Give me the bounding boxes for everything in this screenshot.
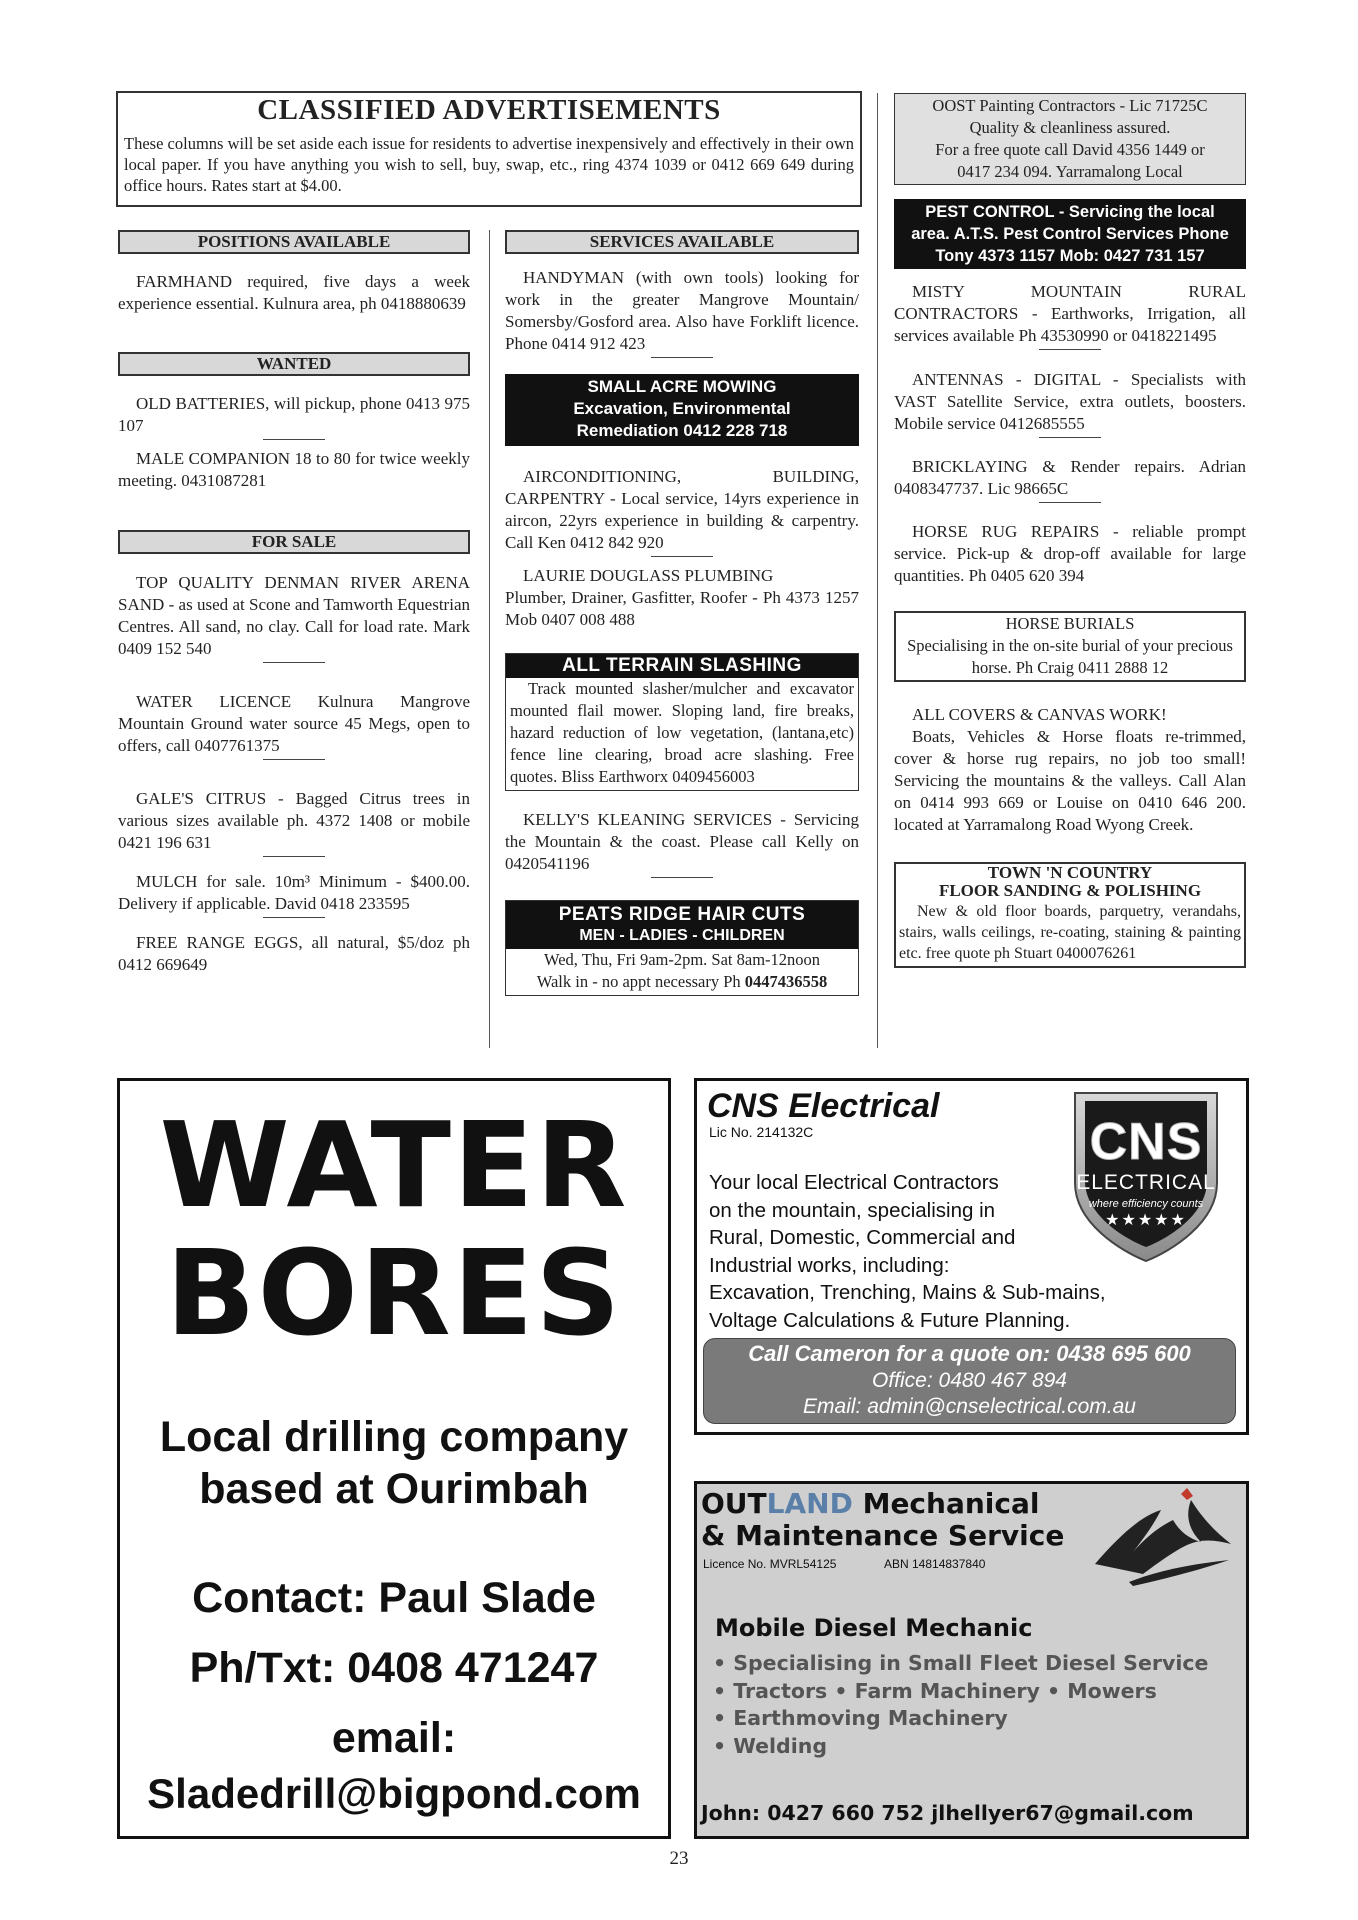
cns-body-line-4: Industrial works, including: bbox=[709, 1253, 950, 1277]
ad-horse-rug: HORSE RUG REPAIRS - reliable prompt service. Pick-up & drop-off available for large quantities. Ph 0405 620 394 bbox=[894, 522, 1246, 585]
cns-body-line-6: Voltage Calculations & Future Planning. bbox=[709, 1308, 1071, 1332]
ad-small-acre-mowing bbox=[505, 374, 859, 446]
page-title: CLASSIFIED ADVERTISEMENTS bbox=[257, 94, 721, 126]
separator bbox=[651, 357, 713, 358]
cns-office: Office: 0480 467 894 bbox=[872, 1369, 1067, 1392]
water-bores-contact: Contact: Paul Slade bbox=[192, 1574, 596, 1622]
haircuts-hours: Wed, Thu, Fri 9am-2pm. Sat 8am-12noon bbox=[543, 950, 821, 969]
floor-title-2: FLOOR SANDING & POLISHING bbox=[938, 881, 1202, 900]
classified-header-box bbox=[116, 91, 862, 207]
cns-logo-tagline: where efficiency counts bbox=[1088, 1198, 1204, 1210]
cns-logo-stars: ★★★★★ bbox=[1105, 1212, 1187, 1229]
column-1 bbox=[118, 230, 470, 976]
pest-line-3: Tony 4373 1157 Mob: 0427 731 157 bbox=[935, 247, 1205, 265]
forsale-heading: FOR SALE bbox=[118, 530, 470, 554]
cns-contact-panel bbox=[703, 1338, 1236, 1424]
ad-citrus: GALE'S CITRUS - Bagged Citrus trees in various sizes available ph. 4372 1408 or mobile 0421 196 631 bbox=[118, 789, 470, 852]
mowing-line-2: Excavation, Environmental bbox=[573, 399, 791, 418]
water-bores-email-label: email: bbox=[331, 1714, 457, 1762]
cns-logo-sub: ELECTRICAL bbox=[1076, 1171, 1216, 1194]
ad-misty-mountain: MISTY MOUNTAIN RURAL CONTRACTORS - Earthworks, Irrigation, all services available Ph 43530990 or 0418221495 bbox=[894, 282, 1246, 345]
ad-all-terrain-slashing bbox=[505, 653, 859, 791]
outland-contact: John: 0427 660 752 jlhellyer67@gmail.com bbox=[701, 1801, 1194, 1825]
cns-body-line-1: Your local Electrical Contractors bbox=[709, 1171, 999, 1194]
outland-name-land: LAND bbox=[766, 1487, 853, 1520]
separator bbox=[651, 877, 713, 878]
ad-plumbing: LAURIE DOUGLASS PLUMBING Plumber, Drainer, Gasfitter, Roofer - Ph 4373 1257 Mob 0407 008 488 bbox=[505, 566, 859, 629]
ad-mulch: MULCH for sale. 10m³ Minimum - $400.00. Delivery if applicable. David 0418 233595 bbox=[118, 872, 470, 913]
outland-item-2: • Tractors • Farm Machinery • Mowers bbox=[713, 1678, 1157, 1703]
cns-body bbox=[709, 1169, 1106, 1334]
separator bbox=[263, 759, 325, 760]
haircuts-title: PEATS RIDGE HAIR CUTS bbox=[558, 904, 806, 925]
ad-sand: TOP QUALITY DENMAN RIVER ARENA SAND - as used at Scone and Tamworth Equestrian Centres. All sand, no clay. Call for load rate. Mark 0409 152 540 bbox=[118, 573, 470, 658]
floor-title-1: TOWN 'N COUNTRY bbox=[987, 863, 1153, 882]
separator bbox=[263, 439, 325, 440]
ad-pest-control bbox=[894, 199, 1246, 269]
ad-peats-ridge-haircuts bbox=[505, 900, 859, 996]
slashing-title: ALL TERRAIN SLASHING bbox=[506, 654, 858, 678]
ad-companion: MALE COMPANION 18 to 80 for twice weekly meeting. 0431087281 bbox=[118, 449, 470, 490]
oost-line-1: OOST Painting Contractors - Lic 71725C bbox=[932, 96, 1208, 115]
water-bores-email: Sladedrill@bigpond.com bbox=[147, 1770, 641, 1817]
ad-covers-canvas: ALL COVERS & CANVAS WORK! Boats, Vehicles & Horse floats re-trimmed, cover & horse rug repairs, no job too small! Servicing the mountains & the valleys. Call Alan on 0414 993 669 or Louise on 0410 646 200. located at Yarramalong Road Wyong Creek. bbox=[894, 705, 1246, 834]
column-divider-2 bbox=[877, 93, 878, 1048]
floor-body: New & old floor boards, parquetry, verandahs, stairs, walls ceilings, re-coating, staining & painting etc. free quote ph Stuart 0400076261 bbox=[899, 903, 1241, 962]
burials-title: HORSE BURIALS bbox=[1005, 614, 1135, 633]
haircuts-header bbox=[506, 901, 858, 949]
outland-heading: Mobile Diesel Mechanic bbox=[715, 1614, 1033, 1642]
oost-line-4: 0417 234 094. Yarramalong Local bbox=[957, 162, 1183, 181]
separator bbox=[1039, 349, 1101, 350]
outland-item-1: • Specialising in Small Fleet Diesel Service bbox=[713, 1651, 1209, 1675]
separator bbox=[263, 856, 325, 857]
cns-licence: Lic No. 214132C bbox=[709, 1124, 814, 1140]
haircuts-contact: Walk in - no appt necessary Ph 0447436558 bbox=[536, 972, 828, 991]
slashing-body: Track mounted slasher/mulcher and excavator mounted flail mower. Sloping land, fire breaks, hazard reduction of low vegetation, (lantana,etc) fence line clearing, broad acre slashing. Free quotes. Bliss Earthworx 0409456003 bbox=[510, 679, 854, 786]
mowing-title: SMALL ACRE MOWING bbox=[587, 377, 777, 396]
cns-body-line-3: Rural, Domestic, Commercial and bbox=[709, 1226, 1016, 1249]
cns-logo-text: CNS bbox=[1089, 1113, 1203, 1171]
outland-name-out: OUT bbox=[701, 1487, 767, 1520]
ad-kleaning: KELLY'S KLEANING SERVICES - Servicing the Mountain & the coast. Please call Kelly on 0420541196 bbox=[505, 810, 859, 873]
ad-cns-electrical bbox=[694, 1078, 1249, 1435]
water-bores-line-2: based at Ourimbah bbox=[199, 1465, 589, 1513]
separator bbox=[263, 662, 325, 663]
outland-services bbox=[713, 1650, 1208, 1760]
ad-bricklaying: BRICKLAYING & Render repairs. Adrian 0408347737. Lic 98665C bbox=[894, 457, 1246, 498]
wanted-heading: WANTED bbox=[118, 352, 470, 376]
outland-name bbox=[701, 1488, 1039, 1520]
ad-oost-painting bbox=[894, 93, 1246, 185]
outland-abn: ABN 14814837840 bbox=[884, 1557, 986, 1571]
separator bbox=[1039, 502, 1101, 503]
cns-name: CNS Electrical bbox=[707, 1087, 940, 1125]
column-divider-1 bbox=[489, 230, 490, 1048]
outland-name-mechanical: Mechanical bbox=[852, 1487, 1040, 1520]
oost-line-3: For a free quote call David 4356 1449 or bbox=[935, 140, 1205, 159]
page-number: 23 bbox=[669, 1848, 689, 1869]
ad-batteries: OLD BATTERIES, will pickup, phone 0413 975 107 bbox=[118, 394, 470, 435]
column-2 bbox=[505, 230, 859, 996]
separator bbox=[651, 556, 713, 557]
water-bores-title-1: WATER bbox=[159, 1096, 629, 1234]
outland-item-3: • Earthmoving Machinery bbox=[713, 1706, 1008, 1730]
outland-item-4: • Welding bbox=[713, 1733, 828, 1758]
cns-email: Email: admin@cnselectrical.com.au bbox=[803, 1395, 1136, 1418]
water-bores-phone: Ph/Txt: 0408 471247 bbox=[189, 1644, 599, 1692]
haircuts-subtitle: MEN - LADIES - CHILDREN bbox=[579, 927, 785, 944]
ad-water-licence: WATER LICENCE Kulnura Mangrove Mountain Ground water source 45 Megs, open to offers, call 0407761375 bbox=[118, 692, 470, 755]
services-heading: SERVICES AVAILABLE bbox=[505, 230, 859, 254]
oost-line-2: Quality & cleanliness assured. bbox=[969, 118, 1171, 137]
cns-body-line-5: Excavation, Trenching, Mains & Sub-mains, bbox=[709, 1281, 1106, 1304]
ad-handyman: HANDYMAN (with own tools) looking for work in the greater Mangrove Mountain/ Somersby/Gosford area. Also have Forklift licence. Phone 0414 912 423 bbox=[505, 268, 859, 353]
cns-body-line-2: on the mountain, specialising in bbox=[709, 1198, 996, 1222]
burials-body: Specialising in the on-site burial of your precious horse. Ph Craig 0411 2888 12 bbox=[907, 636, 1233, 677]
separator bbox=[263, 917, 325, 918]
mowing-line-3: Remediation 0412 228 718 bbox=[576, 421, 788, 440]
mountain-logo-icon bbox=[1089, 1486, 1239, 1596]
water-bores-title-2: BORES bbox=[165, 1224, 623, 1362]
outland-name-line-2: & Maintenance Service bbox=[701, 1519, 1065, 1552]
cns-call: Call Cameron for a quote on: 0438 695 600 bbox=[748, 1341, 1191, 1366]
ad-eggs: FREE RANGE EGGS, all natural, $5/doz ph 0412 669649 bbox=[118, 933, 470, 974]
ad-farmhand: FARMHAND required, five days a week experience essential. Kulnura area, ph 0418880639 bbox=[118, 272, 470, 313]
ad-horse-burials bbox=[894, 611, 1246, 682]
positions-heading: POSITIONS AVAILABLE bbox=[118, 230, 470, 254]
separator bbox=[1039, 437, 1101, 438]
outland-licence: Licence No. MVRL54125 bbox=[703, 1557, 837, 1571]
column-3 bbox=[894, 93, 1246, 968]
pest-line-2: area. A.T.S. Pest Control Services Phone bbox=[911, 225, 1229, 243]
ad-outland-mechanical bbox=[694, 1481, 1249, 1839]
pest-line-1: PEST CONTROL - Servicing the local bbox=[925, 203, 1215, 221]
ad-antennas: ANTENNAS - DIGITAL - Specialists with VAST Satellite Service, extra outlets, boosters. Mobile service 0412685555 bbox=[894, 370, 1246, 433]
ad-water-bores bbox=[117, 1078, 671, 1839]
ad-floor-sanding bbox=[894, 862, 1246, 968]
ad-aircon: AIRCONDITIONING, BUILDING, CARPENTRY - Local service, 14yrs experience in aircon, 22yrs experience in building & carpentry. Call Ken 0412 842 920 bbox=[505, 467, 859, 552]
intro-text: These columns will be set aside each issue for residents to advertise inexpensively and effectively in their own local paper. If you have anything you wish to sell, buy, swap, etc., ring 4374 1039 or 0412 669 649 during office hours. Rates start at $4.00. bbox=[124, 134, 854, 195]
water-bores-line-1: Local drilling company bbox=[159, 1413, 629, 1461]
